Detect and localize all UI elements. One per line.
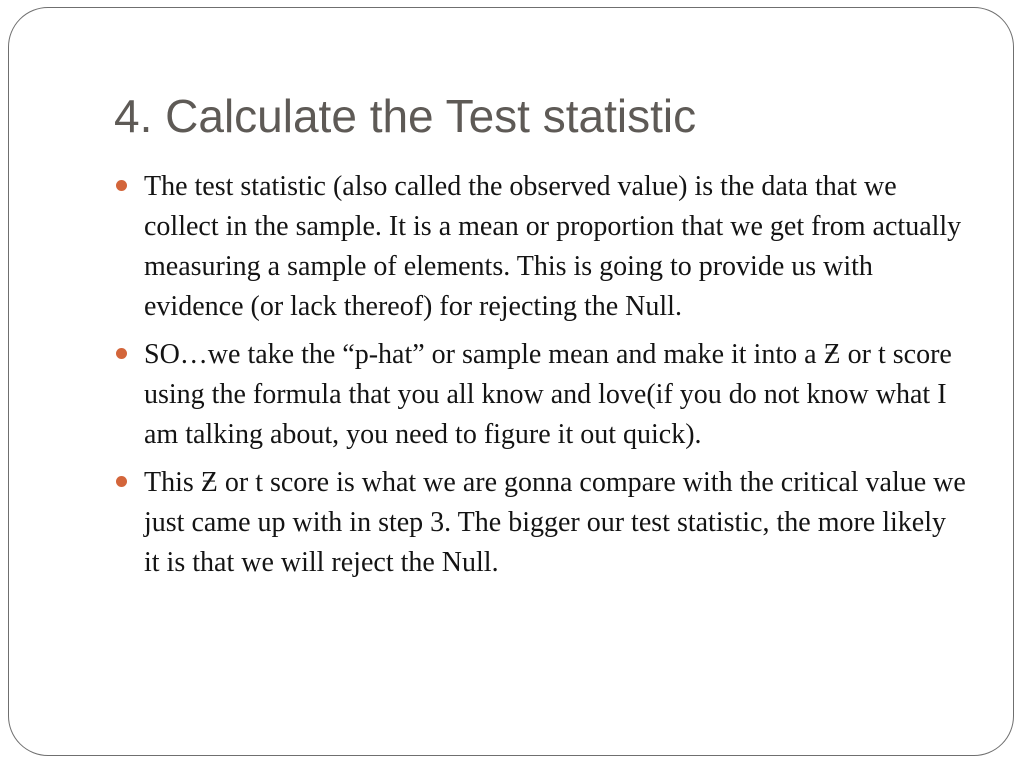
bullet-list [116, 167, 966, 591]
bullet-text: SO…we take the “p-hat” or sample mean and make it into a Ƶ or t score using the formula that you all know and love(if you do not know what I am talking about, you need to figure it out quick). [144, 339, 952, 450]
bullet-dot-icon [116, 476, 127, 487]
bullet-text: The test statistic (also called the observed value) is the data that we collect in the sample. It is a mean or proportion that we get from actually measuring a sample of elements. This is going to provide us with evidence (or lack thereof) for rejecting the Null. [144, 171, 962, 322]
bullet-item [116, 335, 966, 455]
slide-title: 4. Calculate the Test statistic [114, 90, 697, 142]
bullet-dot-icon [116, 180, 127, 191]
bullet-item [116, 167, 966, 327]
bullet-dot-icon [116, 348, 127, 359]
bullet-item [116, 463, 966, 583]
bullet-text: This Ƶ or t score is what we are gonna compare with the critical value we just came up with in step 3. The bigger our test statistic, the more likely it is that we will reject the Null. [144, 467, 966, 578]
